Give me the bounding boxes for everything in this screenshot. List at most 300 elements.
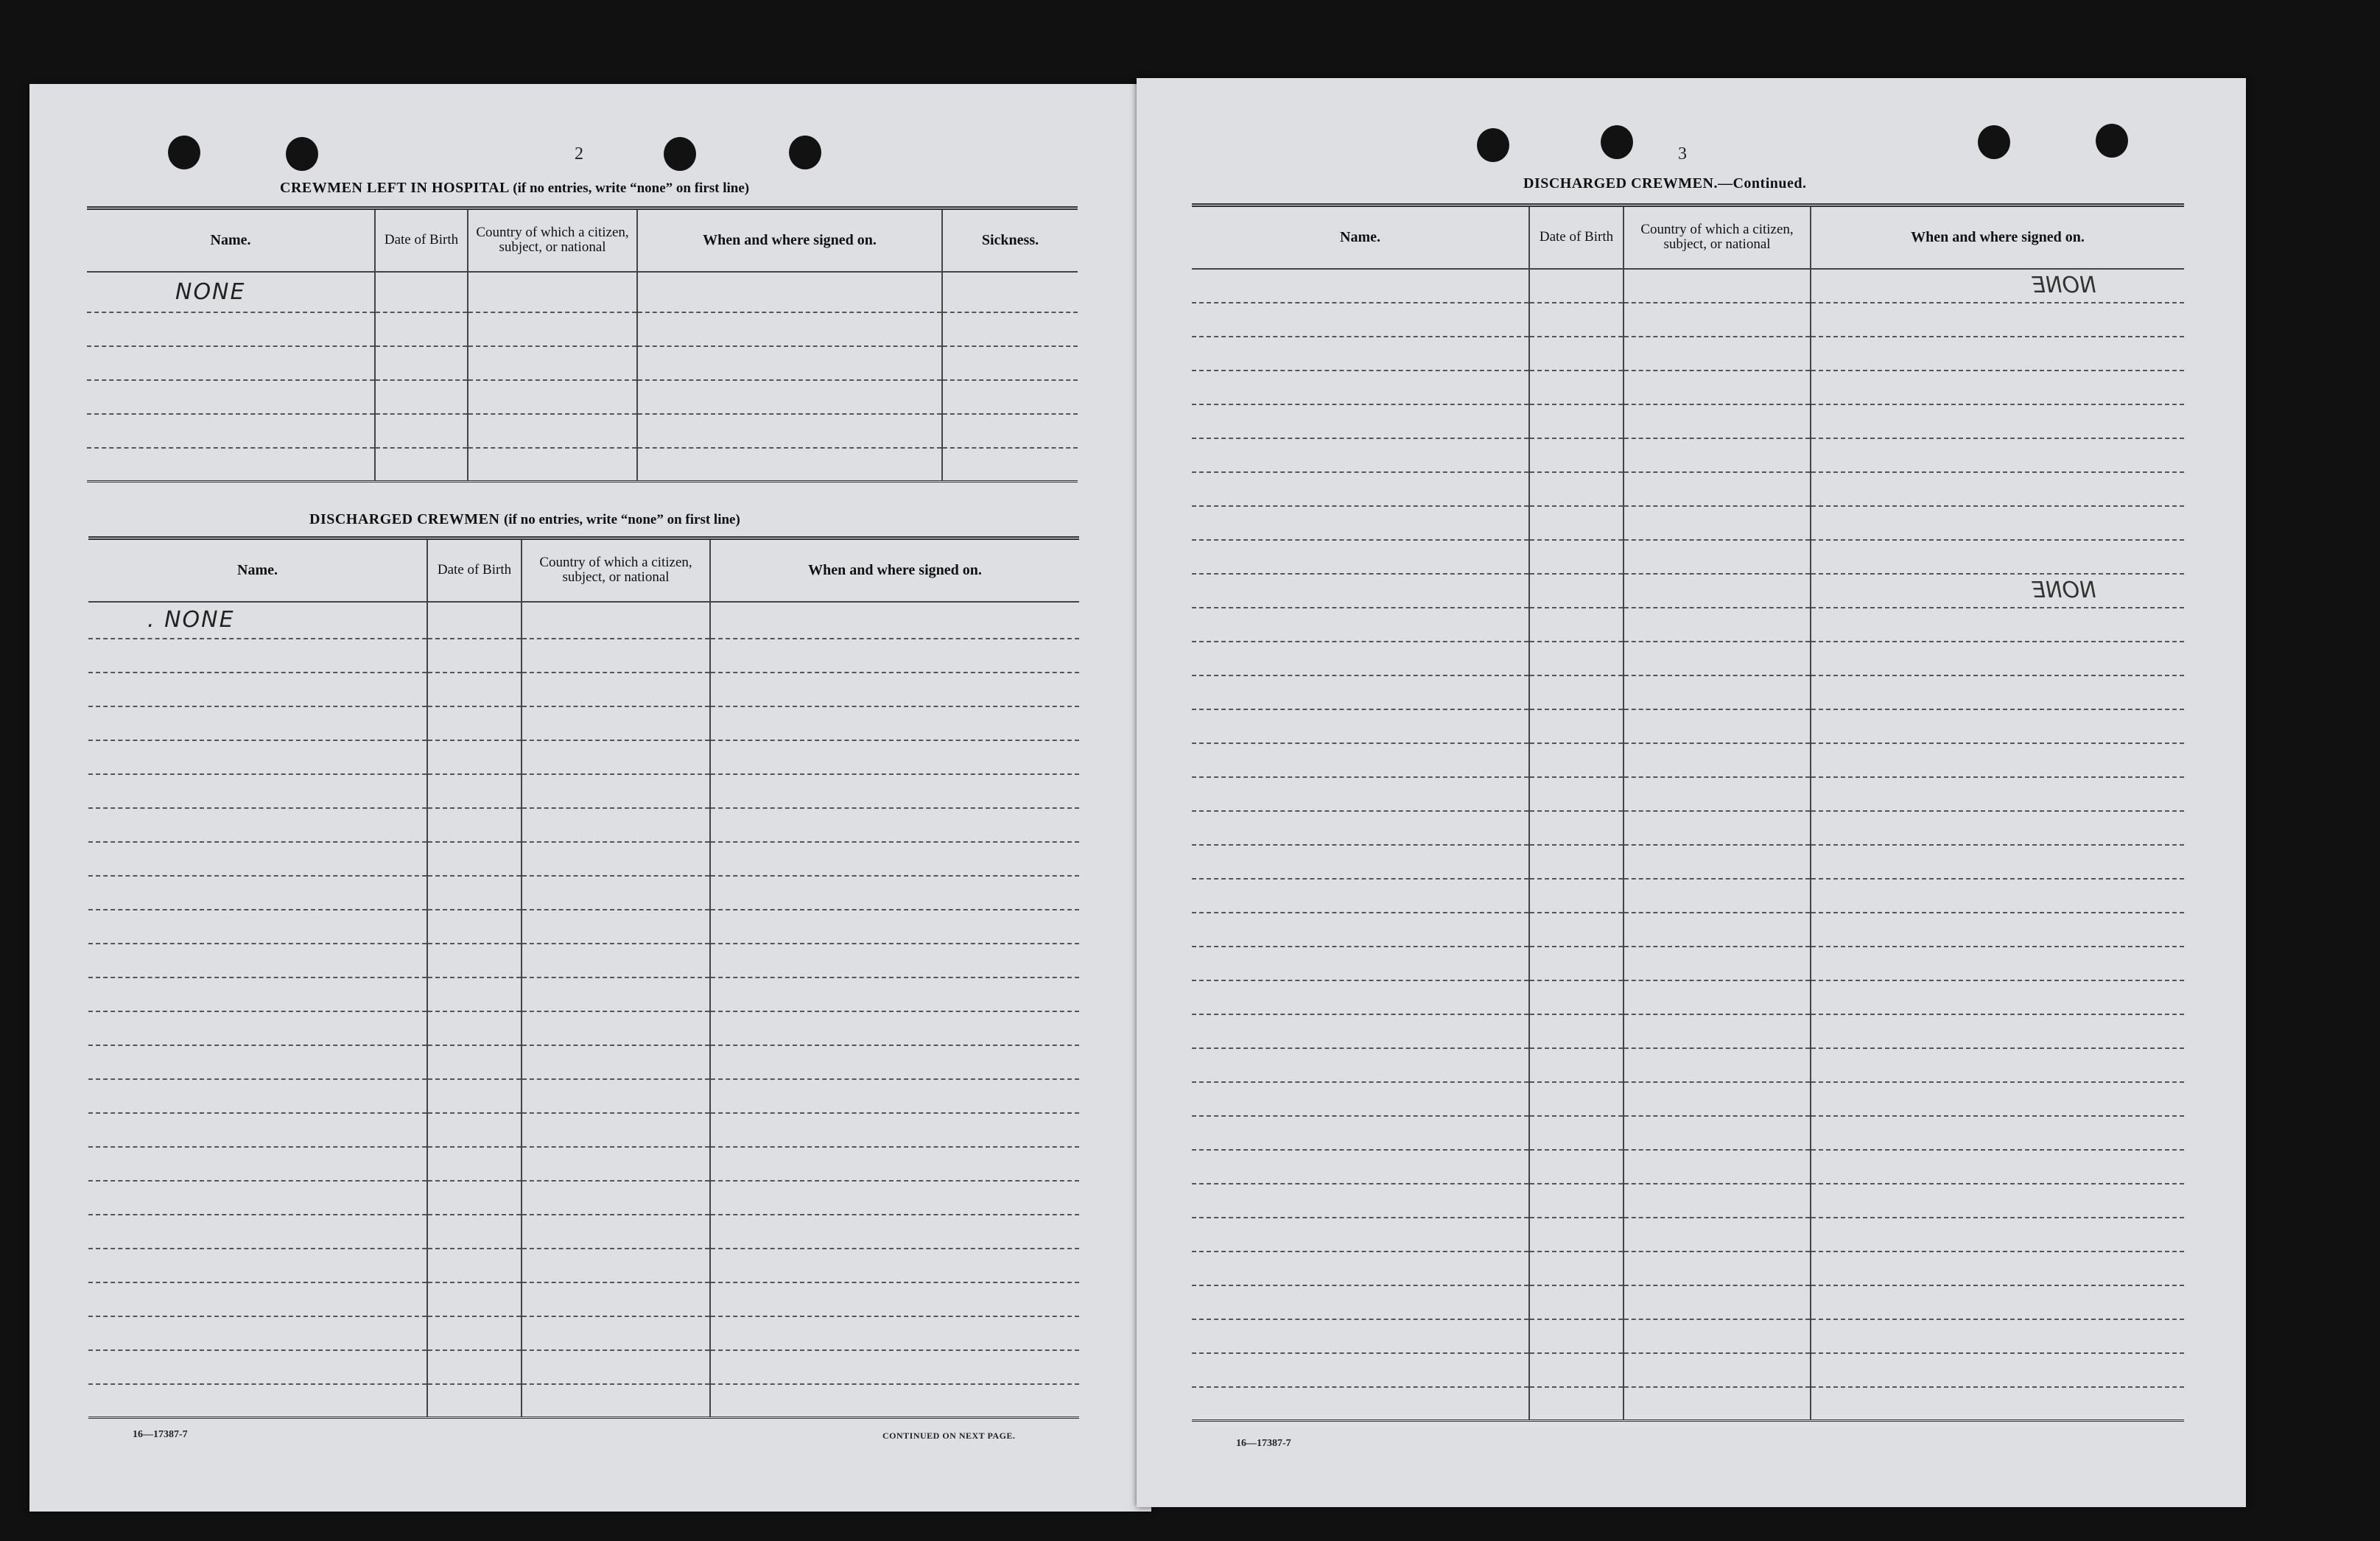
table-cell bbox=[88, 1079, 427, 1113]
table-cell bbox=[427, 1181, 522, 1215]
table-cell bbox=[1811, 845, 2184, 879]
table-cell bbox=[87, 346, 375, 380]
table-row bbox=[88, 944, 1079, 977]
table-cell bbox=[710, 1113, 1079, 1147]
table-cell bbox=[1529, 540, 1623, 574]
table-cell bbox=[1529, 404, 1623, 438]
table-cell bbox=[87, 448, 375, 482]
table-cell bbox=[1811, 1150, 2184, 1184]
table-cell bbox=[1529, 371, 1623, 404]
punch-hole bbox=[1601, 125, 1633, 159]
table-cell bbox=[1529, 845, 1623, 879]
table-row bbox=[1192, 1218, 2184, 1252]
table-cell bbox=[1623, 675, 1811, 709]
table-cell bbox=[637, 346, 942, 380]
table-cell bbox=[1192, 675, 1529, 709]
table-row bbox=[1192, 506, 2184, 540]
table-cell bbox=[1811, 574, 2184, 608]
table-cell bbox=[1811, 1116, 2184, 1150]
table-cell bbox=[1623, 709, 1811, 743]
table-cell bbox=[1623, 438, 1811, 472]
table-cell bbox=[427, 1045, 522, 1079]
table-cell bbox=[427, 602, 522, 639]
table-cell bbox=[522, 673, 710, 706]
table-cell bbox=[1811, 608, 2184, 642]
table-cell bbox=[1192, 303, 1529, 337]
table-row bbox=[88, 1384, 1079, 1418]
table-cell bbox=[1811, 506, 2184, 540]
table-row bbox=[1192, 845, 2184, 879]
table-cell bbox=[468, 380, 637, 414]
punch-hole bbox=[2096, 124, 2128, 158]
table-cell bbox=[1623, 608, 1811, 642]
table-row bbox=[88, 774, 1079, 808]
table-cell bbox=[88, 808, 427, 842]
table-cell bbox=[1529, 269, 1623, 303]
col-header-country: Country of which a citizen, subject, or national bbox=[468, 208, 637, 272]
table-cell bbox=[1811, 642, 2184, 675]
table-cell bbox=[88, 673, 427, 706]
table-cell bbox=[522, 639, 710, 673]
table-cell bbox=[522, 1045, 710, 1079]
table-row bbox=[88, 1282, 1079, 1316]
table-cell bbox=[637, 414, 942, 448]
table-cell bbox=[88, 910, 427, 944]
table-cell bbox=[710, 944, 1079, 977]
table-cell bbox=[1623, 980, 1811, 1014]
table-cell bbox=[468, 312, 637, 346]
table-row bbox=[88, 673, 1079, 706]
table-cell bbox=[1529, 1319, 1623, 1353]
table-cell bbox=[1529, 947, 1623, 980]
table-cell bbox=[427, 1316, 522, 1350]
table-cell bbox=[1811, 303, 2184, 337]
table-cell bbox=[1623, 1319, 1811, 1353]
table-cell bbox=[1811, 1319, 2184, 1353]
table-cell bbox=[1529, 980, 1623, 1014]
table-row bbox=[88, 1079, 1079, 1113]
table-cell bbox=[1192, 404, 1529, 438]
table-cell bbox=[710, 639, 1079, 673]
table-cell bbox=[1623, 947, 1811, 980]
table-cell bbox=[468, 414, 637, 448]
table-cell bbox=[88, 774, 427, 808]
table-cell bbox=[522, 1181, 710, 1215]
form-number: 16—17387-7 bbox=[133, 1429, 188, 1440]
table-cell bbox=[88, 740, 427, 774]
col-header-dob: Date of Birth bbox=[427, 538, 522, 602]
table-cell bbox=[1529, 608, 1623, 642]
table-cell bbox=[522, 602, 710, 639]
table-cell bbox=[1192, 709, 1529, 743]
table-cell bbox=[468, 448, 637, 482]
table-cell bbox=[1811, 540, 2184, 574]
table-cell bbox=[710, 1384, 1079, 1418]
table-cell bbox=[1192, 811, 1529, 845]
table-cell bbox=[88, 1215, 427, 1249]
table-cell bbox=[1623, 845, 1811, 879]
discharged-entry-name: . NONE bbox=[88, 602, 427, 639]
table-cell bbox=[710, 1147, 1079, 1181]
table-row bbox=[87, 448, 1078, 482]
table-cell bbox=[427, 1011, 522, 1045]
table-cell bbox=[1811, 1387, 2184, 1421]
table-cell bbox=[1529, 1048, 1623, 1082]
table-row bbox=[1192, 947, 2184, 980]
hospital-title-note: (if no entries, write “none” on first line) bbox=[513, 180, 750, 196]
table-cell bbox=[1192, 777, 1529, 811]
table-cell bbox=[1623, 1014, 1811, 1048]
table-row bbox=[1192, 269, 2184, 303]
table-cell bbox=[1529, 743, 1623, 777]
table-row bbox=[87, 380, 1078, 414]
table-cell bbox=[1529, 574, 1623, 608]
table-cell bbox=[88, 1045, 427, 1079]
table-cell bbox=[710, 842, 1079, 876]
table-cell bbox=[1811, 1014, 2184, 1048]
table-cell bbox=[1623, 1285, 1811, 1319]
table-cell bbox=[1529, 811, 1623, 845]
table-row bbox=[88, 706, 1079, 740]
col-header-sickness: Sickness. bbox=[942, 208, 1078, 272]
table-cell bbox=[427, 1147, 522, 1181]
table-cell bbox=[1529, 1353, 1623, 1387]
table-cell bbox=[522, 740, 710, 774]
table-row bbox=[88, 1113, 1079, 1147]
table-cell bbox=[1623, 642, 1811, 675]
bleed-through-text: NONE bbox=[2031, 578, 2096, 603]
table-cell bbox=[710, 1181, 1079, 1215]
table-cell bbox=[88, 977, 427, 1011]
table-cell bbox=[710, 1079, 1079, 1113]
table-cell bbox=[1192, 1048, 1529, 1082]
table-cell bbox=[1192, 506, 1529, 540]
table-cell bbox=[942, 312, 1078, 346]
table-cell bbox=[1529, 1285, 1623, 1319]
table-cell bbox=[375, 380, 468, 414]
table-cell bbox=[1811, 1353, 2184, 1387]
table-cell bbox=[942, 272, 1078, 312]
table-cell bbox=[1192, 1252, 1529, 1285]
table-cell bbox=[1192, 980, 1529, 1014]
table-cell bbox=[522, 1249, 710, 1282]
discharged-table bbox=[88, 536, 1079, 1419]
table-row bbox=[1192, 980, 2184, 1014]
table-cell bbox=[1811, 777, 2184, 811]
table-cell bbox=[1623, 1048, 1811, 1082]
table-cell bbox=[88, 842, 427, 876]
table-cell bbox=[710, 808, 1079, 842]
table-row bbox=[88, 808, 1079, 842]
punch-hole bbox=[789, 136, 821, 169]
table-cell bbox=[1192, 540, 1529, 574]
table-cell bbox=[1192, 1387, 1529, 1421]
table-cell bbox=[942, 346, 1078, 380]
table-cell bbox=[88, 944, 427, 977]
table-row bbox=[88, 1147, 1079, 1181]
table-cell bbox=[1529, 913, 1623, 947]
table-cell bbox=[522, 1384, 710, 1418]
table-cell bbox=[1192, 1150, 1529, 1184]
table-cell bbox=[1623, 879, 1811, 913]
table-cell bbox=[1192, 574, 1529, 608]
punch-hole bbox=[168, 136, 200, 169]
table-row bbox=[1192, 675, 2184, 709]
table-cell bbox=[522, 1147, 710, 1181]
table-cell bbox=[1192, 337, 1529, 371]
table-cell bbox=[710, 1282, 1079, 1316]
table-cell bbox=[1529, 1116, 1623, 1150]
punch-hole bbox=[664, 137, 696, 171]
table-cell bbox=[1192, 642, 1529, 675]
table-cell bbox=[1529, 675, 1623, 709]
table-cell bbox=[637, 272, 942, 312]
table-cell bbox=[1192, 608, 1529, 642]
table-cell bbox=[1529, 1252, 1623, 1285]
table-cell bbox=[88, 1113, 427, 1147]
table-cell bbox=[1529, 1387, 1623, 1421]
table-cell bbox=[1623, 777, 1811, 811]
table-row bbox=[1192, 1353, 2184, 1387]
table-cell bbox=[1623, 1184, 1811, 1218]
punch-hole bbox=[1477, 128, 1509, 162]
table-cell bbox=[710, 1045, 1079, 1079]
table-cell bbox=[710, 1011, 1079, 1045]
table-cell bbox=[1529, 1184, 1623, 1218]
table-cell bbox=[1811, 1285, 2184, 1319]
table-cell bbox=[88, 706, 427, 740]
table-cell bbox=[427, 910, 522, 944]
table-cell bbox=[710, 602, 1079, 639]
table-cell bbox=[1811, 472, 2184, 506]
table-cell bbox=[1623, 303, 1811, 337]
table-cell bbox=[375, 272, 468, 312]
table-row bbox=[88, 639, 1079, 673]
table-cell bbox=[1811, 1252, 2184, 1285]
table-row bbox=[88, 1011, 1079, 1045]
table-cell bbox=[1529, 777, 1623, 811]
table-cell bbox=[637, 448, 942, 482]
table-row bbox=[88, 740, 1079, 774]
table-cell bbox=[522, 876, 710, 910]
table-row bbox=[1192, 1116, 2184, 1150]
table-cell bbox=[88, 1147, 427, 1181]
table-row bbox=[1192, 1252, 2184, 1285]
table-cell bbox=[1811, 1218, 2184, 1252]
table-cell bbox=[427, 1215, 522, 1249]
table-cell bbox=[375, 312, 468, 346]
table-cell bbox=[1623, 1387, 1811, 1421]
table-cell bbox=[1811, 371, 2184, 404]
col-header-name: Name. bbox=[87, 208, 375, 272]
table-cell bbox=[427, 1350, 522, 1384]
table-cell bbox=[1811, 438, 2184, 472]
table-cell bbox=[522, 977, 710, 1011]
table-cell bbox=[1623, 1082, 1811, 1116]
table-row bbox=[1192, 811, 2184, 845]
table-cell bbox=[710, 910, 1079, 944]
table-cell bbox=[1192, 845, 1529, 879]
table-cell bbox=[88, 1011, 427, 1045]
table-cell bbox=[1623, 506, 1811, 540]
col-header-name: Name. bbox=[88, 538, 427, 602]
table-cell bbox=[1529, 1218, 1623, 1252]
table-cell bbox=[522, 944, 710, 977]
table-cell bbox=[1529, 879, 1623, 913]
table-row bbox=[88, 1350, 1079, 1384]
table-cell bbox=[1811, 1048, 2184, 1082]
discharged-continued-title: DISCHARGED CREWMEN.—Continued. bbox=[1523, 175, 1807, 192]
table-cell bbox=[1192, 743, 1529, 777]
col-header-country: Country of which a citizen, subject, or national bbox=[1623, 206, 1811, 269]
table-cell bbox=[87, 380, 375, 414]
table-cell bbox=[1623, 743, 1811, 777]
table-cell bbox=[1192, 438, 1529, 472]
discharged-continued-table bbox=[1192, 203, 2184, 1422]
table-cell bbox=[1192, 1184, 1529, 1218]
table-cell bbox=[710, 977, 1079, 1011]
discharged-title-text: DISCHARGED CREWMEN bbox=[309, 511, 500, 527]
table-cell bbox=[1811, 269, 2184, 303]
table-row bbox=[88, 842, 1079, 876]
table-cell bbox=[427, 740, 522, 774]
table-cell bbox=[375, 448, 468, 482]
table-cell bbox=[942, 414, 1078, 448]
table-cell bbox=[1192, 1285, 1529, 1319]
col-header-name: Name. bbox=[1192, 206, 1529, 269]
table-cell bbox=[375, 414, 468, 448]
hospital-section-title bbox=[280, 180, 749, 197]
table-row bbox=[1192, 438, 2184, 472]
table-cell bbox=[1192, 1353, 1529, 1387]
table-cell bbox=[1623, 1150, 1811, 1184]
table-cell bbox=[710, 774, 1079, 808]
table-cell bbox=[1811, 337, 2184, 371]
col-header-dob: Date of Birth bbox=[1529, 206, 1623, 269]
table-cell bbox=[1529, 1014, 1623, 1048]
table-cell bbox=[1623, 1116, 1811, 1150]
table-cell bbox=[1623, 337, 1811, 371]
table-cell bbox=[710, 1316, 1079, 1350]
table-cell bbox=[1811, 1082, 2184, 1116]
table-cell bbox=[1192, 1116, 1529, 1150]
page-number: 2 bbox=[575, 144, 583, 164]
table-cell bbox=[1192, 371, 1529, 404]
table-cell bbox=[88, 1384, 427, 1418]
table-cell bbox=[88, 1249, 427, 1282]
punch-hole bbox=[1978, 125, 2010, 159]
table-cell bbox=[1192, 1218, 1529, 1252]
table-row bbox=[1192, 608, 2184, 642]
table-cell bbox=[427, 774, 522, 808]
table-row bbox=[1192, 1319, 2184, 1353]
col-header-country: Country of which a citizen, subject, or national bbox=[522, 538, 710, 602]
table-cell bbox=[88, 1350, 427, 1384]
table-row bbox=[88, 1181, 1079, 1215]
table-row bbox=[88, 910, 1079, 944]
table-row bbox=[1192, 1150, 2184, 1184]
col-header-signed: When and where signed on. bbox=[637, 208, 942, 272]
table-cell bbox=[710, 1249, 1079, 1282]
table-cell bbox=[1529, 472, 1623, 506]
table-row bbox=[88, 1316, 1079, 1350]
table-cell bbox=[468, 272, 637, 312]
left-page bbox=[29, 84, 1151, 1512]
hospital-title-text: CREWMEN LEFT IN HOSPITAL bbox=[280, 180, 509, 196]
col-header-signed: When and where signed on. bbox=[710, 538, 1079, 602]
table-row bbox=[1192, 1184, 2184, 1218]
table-cell bbox=[427, 1079, 522, 1113]
table-row bbox=[87, 414, 1078, 448]
table-cell bbox=[1192, 1014, 1529, 1048]
table-cell bbox=[710, 673, 1079, 706]
table-cell bbox=[942, 448, 1078, 482]
table-row bbox=[1192, 404, 2184, 438]
table-cell bbox=[1529, 506, 1623, 540]
table-cell bbox=[522, 1282, 710, 1316]
table-row bbox=[88, 1215, 1079, 1249]
table-cell bbox=[1811, 980, 2184, 1014]
table-cell bbox=[1811, 879, 2184, 913]
table-cell bbox=[1192, 879, 1529, 913]
table-cell bbox=[88, 1316, 427, 1350]
table-cell bbox=[1529, 337, 1623, 371]
table-row bbox=[88, 1249, 1079, 1282]
punch-hole bbox=[286, 137, 318, 171]
table-row bbox=[1192, 777, 2184, 811]
table-cell bbox=[522, 1350, 710, 1384]
table-cell bbox=[1623, 574, 1811, 608]
right-page bbox=[1137, 78, 2246, 1507]
table-cell bbox=[942, 380, 1078, 414]
table-cell bbox=[1811, 947, 2184, 980]
table-cell bbox=[87, 312, 375, 346]
table-cell bbox=[522, 1215, 710, 1249]
table-cell bbox=[1529, 1082, 1623, 1116]
table-cell bbox=[1192, 472, 1529, 506]
table-cell bbox=[468, 346, 637, 380]
table-row bbox=[1192, 540, 2184, 574]
table-cell bbox=[427, 1113, 522, 1147]
page-number: 3 bbox=[1678, 144, 1687, 164]
table-cell bbox=[710, 740, 1079, 774]
table-row bbox=[1192, 879, 2184, 913]
bleed-through-text: NONE bbox=[2031, 273, 2096, 298]
table-row bbox=[87, 312, 1078, 346]
table-cell bbox=[88, 876, 427, 910]
table-cell bbox=[1529, 1150, 1623, 1184]
table-row bbox=[1192, 709, 2184, 743]
table-cell bbox=[88, 1282, 427, 1316]
table-cell bbox=[427, 673, 522, 706]
table-cell bbox=[1811, 709, 2184, 743]
table-cell bbox=[88, 639, 427, 673]
table-cell bbox=[1811, 913, 2184, 947]
table-row bbox=[1192, 1387, 2184, 1421]
table-row bbox=[1192, 1082, 2184, 1116]
table-cell bbox=[1811, 404, 2184, 438]
table-row bbox=[1192, 913, 2184, 947]
table-row bbox=[1192, 1285, 2184, 1319]
table-cell bbox=[427, 808, 522, 842]
table-cell bbox=[710, 1215, 1079, 1249]
table-cell bbox=[1811, 811, 2184, 845]
discharged-section-title bbox=[309, 511, 740, 528]
table-row bbox=[88, 876, 1079, 910]
table-cell bbox=[1811, 1184, 2184, 1218]
table-cell bbox=[1192, 269, 1529, 303]
table-cell bbox=[1623, 540, 1811, 574]
